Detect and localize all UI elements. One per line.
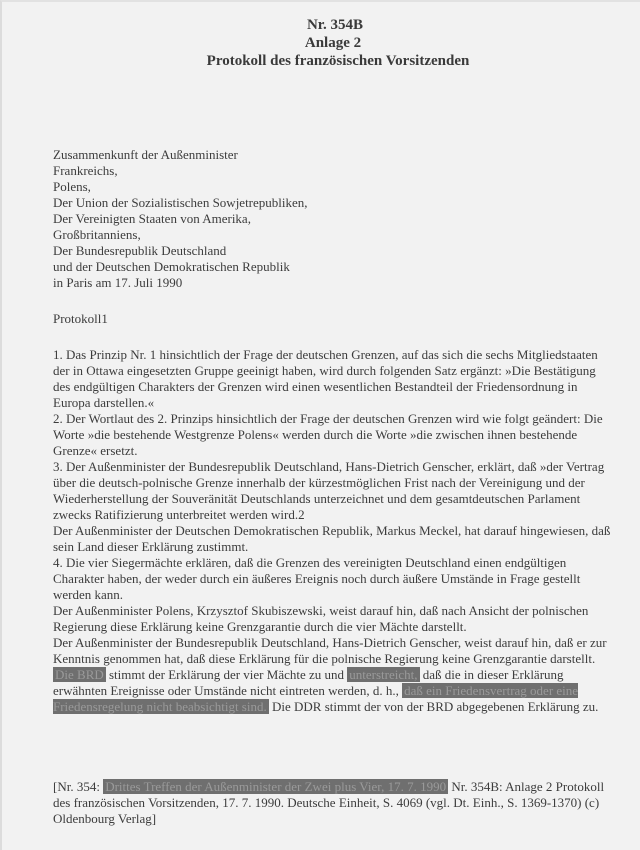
highlighted-text[interactable]: unterstreicht,: [349, 667, 418, 682]
addressee-line: und der Deutschen Demokratischen Republik: [53, 259, 290, 274]
paragraph-1: 1. Das Prinzip Nr. 1 hinsichtlich der Frage der deutschen Grenzen, auf das sich die sechs Mitgliedstaaten der in Ottawa eingesetzten Gruppe geeinigt haben, wird durch folgenden Satz ergänzt: »Die Bestätigung des endgültigen Charakters der Grenzen wird einen wesentlichen Bestandteil der Friedensordnung in Europa darstellen.«: [53, 347, 598, 410]
paragraph-3: 3. Der Außenminister der Bundesrepublik Deutschland, Hans-Dietrich Genscher, erklärt, daß »der Vertrag über die deutsch-polnische Grenze innerhalb der kürzestmöglichen Frist nach der Vereinigung und der Wiederherstellung der Souveränität Deutschlands unterzeichnet und dem gesamtdeutschen Parlament zwecks Ratifizierung unterbreitet werden wird.2: [53, 459, 605, 522]
document-header: [2, 16, 640, 70]
citation-footer: [53, 779, 613, 827]
text-span: Die DDR stimmt der von der BRD abgegebenen Erklärung zu.: [268, 699, 599, 714]
paragraph-5: 4. Die vier Siegermächte erklären, daß die Grenzen des vereinigten Deutschland einen endgültigen Charakter haben, der weder durch ein äußeres Ereignis noch durch äußere Umstände in Frage gestellt werden kann.: [53, 555, 581, 602]
addressee-line: Der Vereinigten Staaten von Amerika,: [53, 211, 251, 226]
protocol-body: [53, 347, 613, 715]
addressee-line: Der Union der Sozialistischen Sowjetrepubliken,: [53, 195, 308, 210]
document-title: Protokoll des französischen Vorsitzenden: [206, 53, 470, 69]
addressee-line: Der Bundesrepublik Deutschland: [53, 243, 227, 258]
annex-label: Anlage 2: [304, 35, 362, 51]
paragraph-6: Der Außenminister Polens, Krzysztof Skubiszewski, weist darauf hin, daß nach Ansicht der polnischen Regierung diese Erklärung keine Grenzgarantie durch die vier Mächte darstellt.: [53, 603, 589, 634]
citation-text: Nr. 354B: Anlage 2 Protokoll des französischen Vorsitzenden, 17. 7. 1990. Deutsche Einheit, S. 4069 (vgl. Dt. Einh., S. 1369-1370) (c) Oldenbourg Verlag]: [53, 779, 605, 826]
text-span: Der Außenminister der Bundesrepublik Deutschland, Hans-Dietrich Genscher, weist darauf hin, daß er zur Kenntnis genommen hat, daß diese Erklärung für die polnische Regierung keine Grenzgarantie darstellt.: [53, 635, 607, 666]
highlighted-text[interactable]: Die BRD: [55, 667, 104, 682]
protokoll-label: Protokoll1: [53, 311, 108, 326]
document-number: Nr. 354B: [306, 17, 364, 33]
text-span: daß die in dieser Erklärung erwähnten Ereignisse oder Umstände nicht eintreten werden, d. h.,: [53, 667, 564, 698]
addressee-list: [53, 147, 308, 291]
paragraph-4: Der Außenminister der Deutschen Demokratischen Republik, Markus Meckel, hat darauf hingewiesen, daß sein Land dieser Erklärung zustimmt.: [53, 523, 611, 554]
citation-link[interactable]: Drittes Treffen der Außenminister der Zwei plus Vier, 17. 7. 1990: [105, 779, 447, 794]
paragraph-2: 2. Der Wortlaut des 2. Prinzips hinsichtlich der Frage der deutschen Grenzen wird wie folgt geändert: Die Worte »die bestehende Westgrenze Polens« werden durch die Worte »die zwischen ihnen bestehende Grenze« ersetzt.: [53, 411, 603, 458]
addressee-line: Frankreichs,: [53, 163, 118, 178]
citation-text: [Nr. 354:: [53, 779, 104, 794]
addressee-line: Polens,: [53, 179, 91, 194]
addressee-line: in Paris am 17. Juli 1990: [53, 275, 183, 290]
addressee-line: Großbritanniens,: [53, 227, 141, 242]
paragraph-7: [53, 635, 613, 715]
highlighted-text[interactable]: daß ein Friedensvertrag oder eine Friedensregelung nicht beabsichtigt sind.: [53, 683, 579, 714]
text-span: stimmt der Erklärung der vier Mächte zu und: [105, 667, 348, 682]
addressee-line: Zusammenkunft der Außenminister: [53, 147, 238, 162]
